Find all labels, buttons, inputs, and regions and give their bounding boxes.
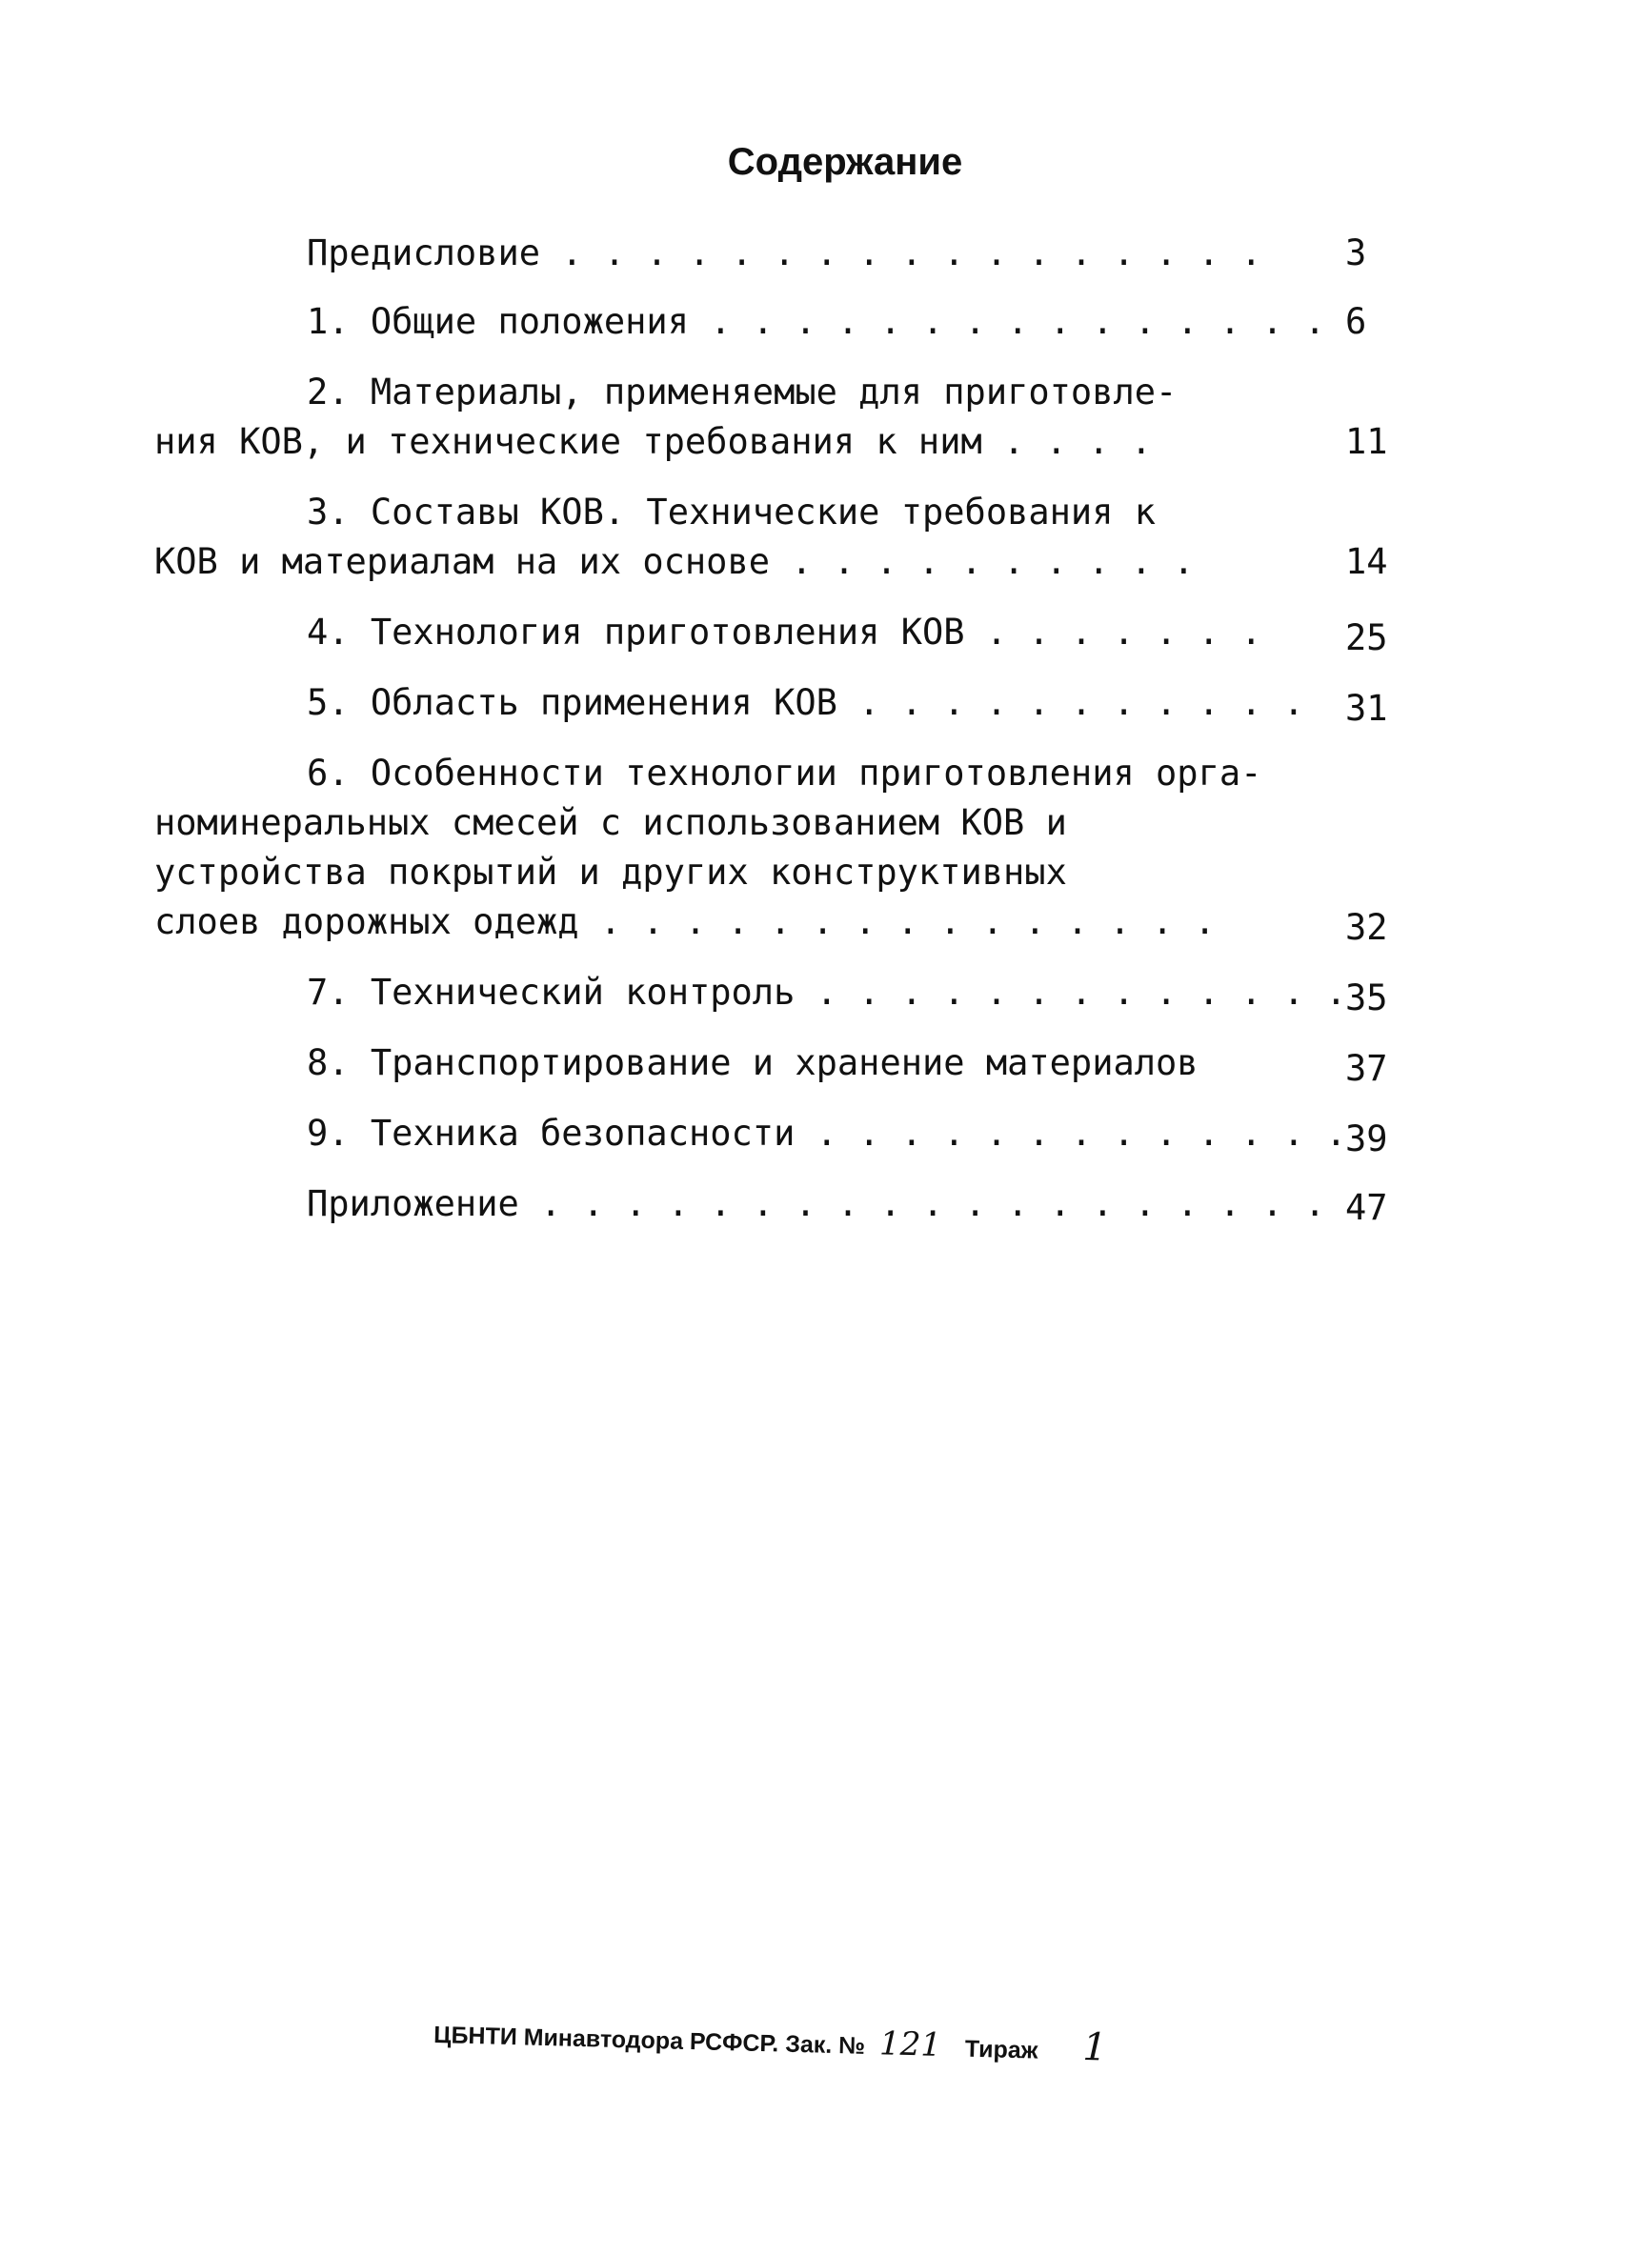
toc-entry-section-8[interactable] [231,1038,1431,1088]
toc-entry-line: 6. Особенности технологии приготовления орга- [307,753,1262,794]
toc-entry-text [231,229,1305,278]
print-run-value: 1 [1081,2024,1108,2070]
toc-entry-text [154,368,1305,467]
toc-entry-section-6[interactable] [154,749,1431,948]
toc-entry-section-2[interactable] [154,368,1431,467]
print-imprint [433,2008,1108,2069]
toc-entry-line: слоев дорожных одежд . . . . . . . . . . . . . . . [154,901,1216,942]
toc-entry-line: номинеральных смесей с использованием КОВ и [154,802,1067,843]
toc-page-number: 37 [1345,1048,1388,1089]
toc-entry-section-7[interactable] [231,968,1431,1017]
toc-entry-line: 3. Составы КОВ. Технические требования к [307,492,1157,533]
toc-page-number: 3 [1345,232,1367,273]
toc-entry-text [154,488,1305,587]
toc-entry-line: Приложение . . . . . . . . . . . . . . . . . . . [307,1183,1326,1224]
toc-entry-line: 7. Технический контроль . . . . . . . . . . . . . [307,972,1347,1013]
toc-entry-line: 8. Транспортирование и хранение материалов [307,1042,1199,1083]
table-of-contents [154,229,1431,1250]
toc-page-number: 32 [1345,907,1388,948]
toc-page-number: 39 [1345,1118,1388,1159]
toc-entry-line: Предисловие . . . . . . . . . . . . . . . . . [307,232,1262,273]
imprint-text: ЦБНТИ Минавтодора РСФСР. Зак. № [433,2021,866,2060]
toc-page-number: 47 [1345,1187,1388,1228]
toc-entry-section-5[interactable] [231,678,1431,728]
toc-entry-line: ния КОВ, и технические требования к ним . . . . [154,421,1152,462]
toc-entry-preface[interactable] [231,229,1431,278]
toc-entry-text [154,749,1305,947]
toc-page-number: 35 [1345,977,1388,1018]
toc-entry-line: 9. Техника безопасности . . . . . . . . . . . . . [307,1113,1347,1154]
toc-entry-text [231,1109,1347,1158]
order-number: 121 [878,2024,942,2064]
toc-entry-line: КОВ и материалам на их основе . . . . . . . . . . [154,541,1195,582]
toc-entry-section-4[interactable] [231,608,1431,657]
toc-entry-appendix[interactable] [231,1179,1431,1229]
toc-entry-text [231,1179,1326,1229]
toc-page-number: 11 [1345,421,1388,462]
page-title: Содержание [727,141,963,183]
toc-page-number: 25 [1345,617,1388,658]
toc-page-number: 14 [1345,541,1388,582]
toc-entry-text [231,608,1305,657]
toc-entry-section-1[interactable] [231,297,1431,347]
toc-entry-line: 2. Материалы, применяемые для приготовле- [307,372,1178,413]
toc-entry-section-3[interactable] [154,488,1431,587]
toc-entry-line: 1. Общие положения . . . . . . . . . . . . . . . [307,301,1326,342]
toc-entry-text [231,297,1326,347]
print-run-label: Тираж [964,2035,1038,2064]
toc-entry-line: 5. Область применения КОВ . . . . . . . . . . . [307,682,1304,723]
toc-entry-text [231,968,1347,1017]
toc-page-number: 31 [1345,688,1388,729]
toc-entry-line: устройства покрытий и других конструктивных [154,852,1067,893]
toc-entry-section-9[interactable] [231,1109,1431,1158]
toc-page-number: 6 [1345,301,1367,342]
toc-entry-line: 4. Технология приготовления КОВ . . . . . . . [307,612,1262,653]
toc-entry-text [231,678,1305,728]
toc-entry-text [231,1038,1305,1088]
